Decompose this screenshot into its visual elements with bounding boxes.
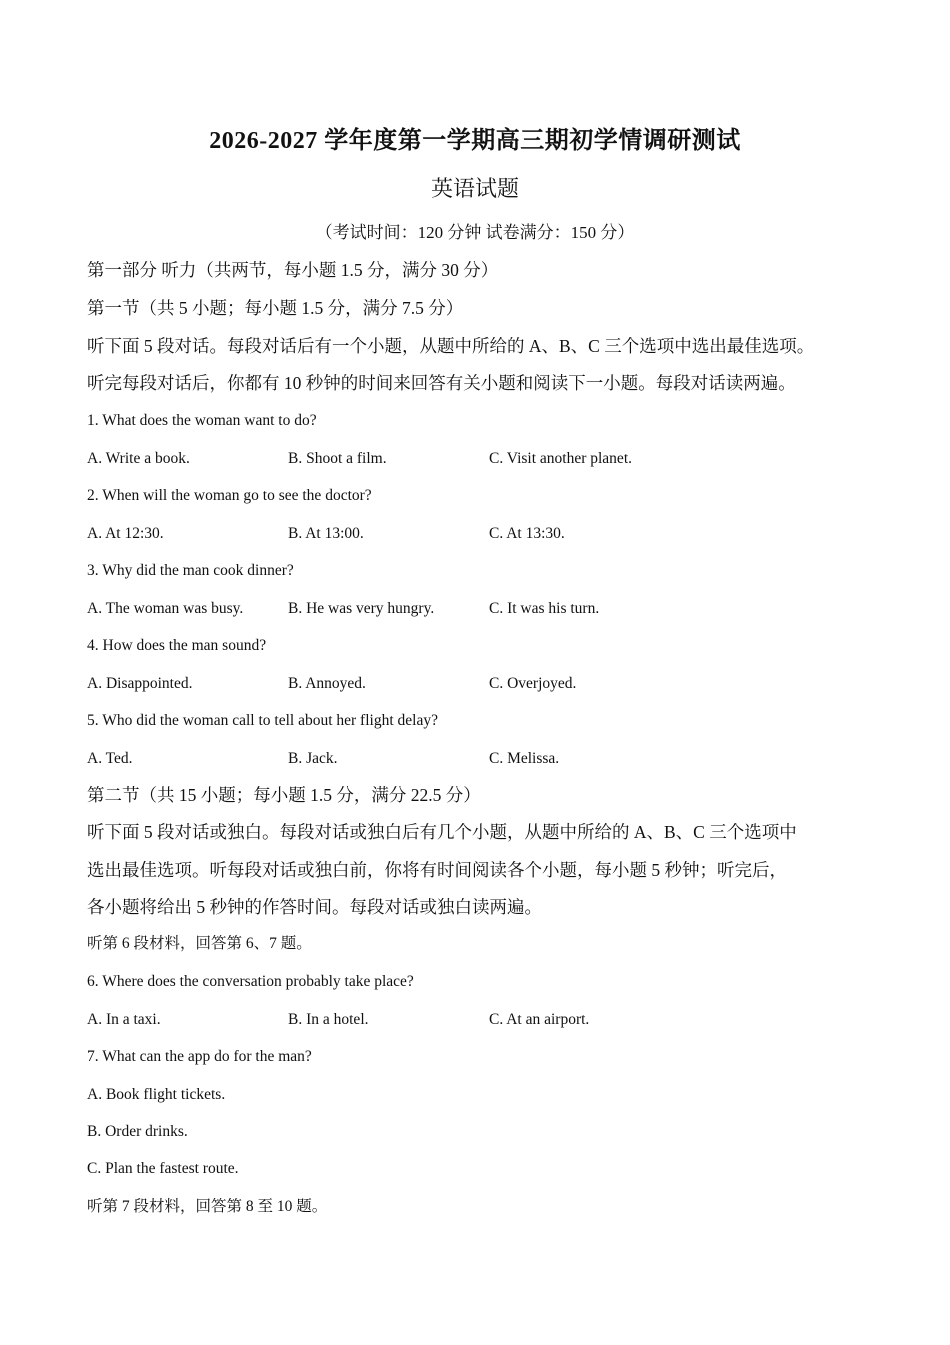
option-c: C. Overjoyed. — [489, 675, 577, 692]
question-7-option-c: C. Plan the fastest route. — [87, 1160, 239, 1177]
section2-instruction-line2: 选出最佳选项。听每段对话或独白前，你将有时间阅读各个小题，每小题 5 秒钟；听完后， — [87, 860, 787, 880]
option-a: A. Write a book. — [87, 450, 190, 467]
question-6-options — [87, 1008, 787, 1032]
question-2-options — [87, 522, 787, 546]
question-3-options — [87, 597, 787, 621]
question-4-options — [87, 672, 787, 696]
section2-instruction-line3: 各小题将给出 5 秒钟的作答时间。每段对话或独白读两遍。 — [87, 897, 542, 917]
question-6: 6. Where does the conversation probably take place? — [87, 973, 414, 990]
material-7-note: 听第 7 段材料，回答第 8 至 10 题。 — [87, 1198, 328, 1215]
section1-instruction-line2: 听完每段对话后，你都有 10 秒钟的时间来回答有关小题和阅读下一小题。每段对话读两遍。 — [87, 373, 796, 393]
option-b: B. At 13:00. — [288, 525, 364, 542]
option-b: B. In a hotel. — [288, 1011, 369, 1028]
exam-title: 2026-2027 学年度第一学期高三期初学情调研测试 — [209, 128, 741, 154]
exam-info: （考试时间：120 分钟 试卷满分：150 分） — [315, 223, 635, 242]
section2-instruction-line1: 听下面 5 段对话或独白。每段对话或独白后有几个小题，从题中所给的 A、B、C 三个选项中 — [87, 822, 797, 842]
question-5-options — [87, 747, 787, 771]
question-3: 3. Why did the man cook dinner? — [87, 562, 294, 579]
question-7-option-b: B. Order drinks. — [87, 1123, 188, 1140]
section1-heading: 第一节（共 5 小题；每小题 1.5 分，满分 7.5 分） — [87, 298, 464, 318]
option-b: B. He was very hungry. — [288, 600, 435, 617]
option-b: B. Shoot a film. — [288, 450, 387, 467]
option-a: A. In a taxi. — [87, 1011, 161, 1028]
option-c: C. At 13:30. — [489, 525, 565, 542]
option-c: C. It was his turn. — [489, 600, 600, 617]
question-7: 7. What can the app do for the man? — [87, 1048, 312, 1065]
option-b: B. Annoyed. — [288, 675, 366, 692]
option-c: C. Melissa. — [489, 750, 560, 767]
option-a: A. The woman was busy. — [87, 600, 244, 617]
option-a: A. At 12:30. — [87, 525, 164, 542]
question-1: 1. What does the woman want to do? — [87, 412, 317, 429]
question-5: 5. Who did the woman call to tell about her flight delay? — [87, 712, 438, 729]
part1-heading: 第一部分 听力（共两节，每小题 1.5 分，满分 30 分） — [87, 260, 499, 280]
section2-heading: 第二节（共 15 小题；每小题 1.5 分，满分 22.5 分） — [87, 785, 481, 805]
option-a: A. Ted. — [87, 750, 133, 767]
material-6-note: 听第 6 段材料，回答第 6、7 题。 — [87, 935, 312, 952]
option-c: C. Visit another planet. — [489, 450, 632, 467]
question-1-options — [87, 447, 787, 471]
option-c: C. At an airport. — [489, 1011, 590, 1028]
question-4: 4. How does the man sound? — [87, 637, 267, 654]
exam-subject: 英语试题 — [430, 176, 519, 201]
option-a: A. Disappointed. — [87, 675, 193, 692]
option-b: B. Jack. — [288, 750, 338, 767]
question-7-option-a: A. Book flight tickets. — [87, 1086, 226, 1103]
question-2: 2. When will the woman go to see the doctor? — [87, 487, 372, 504]
section1-instruction-line1: 听下面 5 段对话。每段对话后有一个小题，从题中所给的 A、B、C 三个选项中选出最佳选项。 — [87, 336, 815, 356]
